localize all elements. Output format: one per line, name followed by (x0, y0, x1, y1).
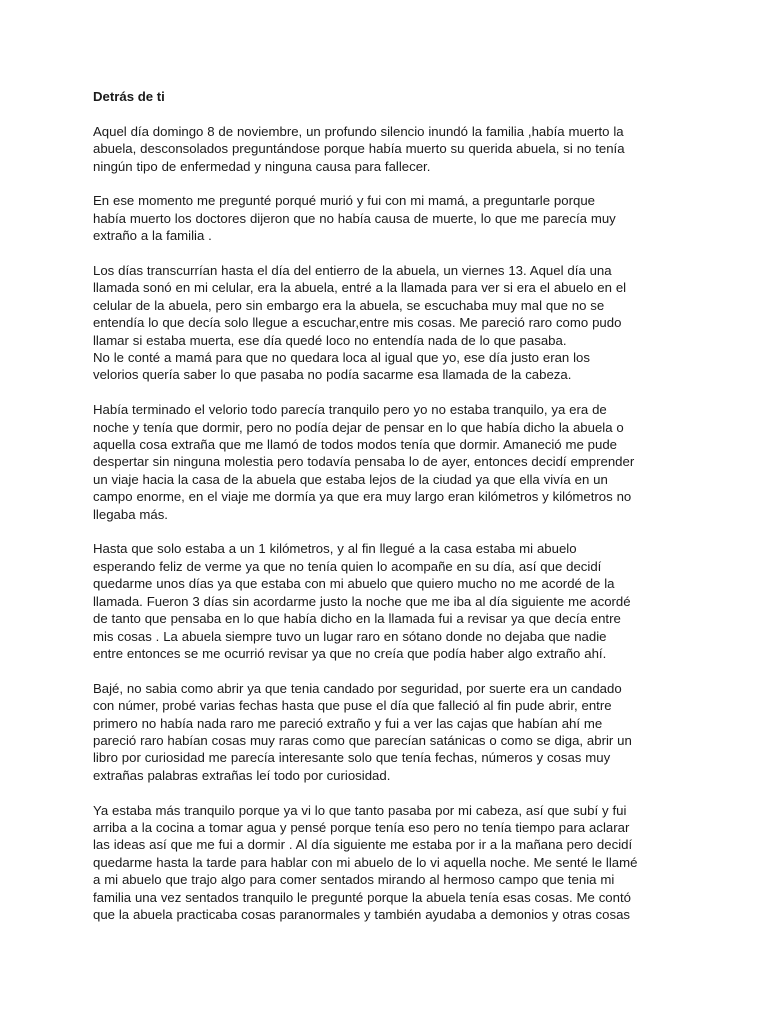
paragraph-6: Bajé, no sabia como abrir ya que tenia candado por seguridad, por suerte era un candado con númer, probé varias fechas hasta que puse el día que falleció al fin pude abrir, entre primero no había nada raro me pareció extraño y fui a ver las cajas que habían ahí me pareció raro habían cosas muy raras como que parecían satánicas o como se diga, abrir un libro por curiosidad me parecía interesante solo que tenía fechas, números y cosas muy extrañas palabras extrañas leí todo por curiosidad. (93, 680, 632, 783)
paragraph-5: Hasta que solo estaba a un 1 kilómetros, y al fin llegué a la casa estaba mi abuelo esperando feliz de verme ya que no tenía quien lo acompañe en su día, así que decidí quedarme unos días ya que estaba con mi abuelo que quiero mucho no me acordé de la llamada. Fueron 3 días sin acordarme justo la noche que me iba al día siguiente me acordé de tanto que pensaba en lo que había dicho en la llamada fui a revisar ya que decía entre mis cosas . La abuela siempre tuvo un lugar raro en sótano donde no dejaba que nadie entre entonces se me ocurrió revisar ya que no creía que podía haber algo extraño ahí. (93, 541, 631, 661)
paragraph-1: Aquel día domingo 8 de noviembre, un profundo silencio inundó la familia ,había muerto la abuela, desconsolados preguntándose porque había muerto su querida abuela, si no tenía ningún tipo de enfermedad y ninguna causa para fallecer. (93, 123, 625, 174)
paragraph-7: Ya estaba más tranquilo porque ya vi lo que tanto pasaba por mi cabeza, así que subí y fui arriba a la cocina a tomar agua y pensé porque tenía eso pero no tenía tiempo para aclarar las ideas así que me fui a dormir . Al día siguiente me estaba por ir a la mañana pero decidí quedarme hasta la tarde para hablar con mi abuelo de lo vi aquella noche. Me senté le llamé a mi abuelo que trajo algo para comer sentados mirando al hermoso campo que tenia mi familia una vez sentados tranquilo le pregunté porque la abuela tenía esas cosas. Me contó que la abuela practicaba cosas paranormales y también ayudaba a demonios y otras cosas (93, 802, 638, 922)
paragraph-4: Había terminado el velorio todo parecía tranquilo pero yo no estaba tranquilo, ya era de noche y tenía que dormir, pero no podía dejar de pensar en lo que había dicho la abuela o aquella cosa extraña que me llamó de todos modos tenía que dormir. Amaneció me pude despertar sin ninguna molestia pero todavía pensaba lo de ayer, entonces decidí emprender un viaje hacia la casa de la abuela que estaba lejos de la ciudad ya que ella vivía en un campo enorme, en el viaje me dormía ya que era muy largo eran kilómetros y kilómetros no llegaba más. (93, 402, 635, 522)
paragraph-3: Los días transcurrían hasta el día del entierro de la abuela, un viernes 13. Aquel día una llamada sonó en mi celular, era la abuela, entré a la llamada para ver si era el abuelo en el celular de la abuela, pero sin embargo era la abuela, se escuchaba muy mal que no se entendía lo que decía solo llegue a escuchar,entre mis cosas. Me pareció raro como pudo llamar si estaba muerta, ese día quedé loco no entendía nada de lo que pasaba. No le conté a mamá para que no quedara loca al igual que yo, ese día justo eran los velorios quería saber lo que pasaba no podía sacarme esa llamada de la cabeza. (93, 263, 627, 383)
paragraph-2: En ese momento me pregunté porqué murió y fui con mi mamá, a preguntarle porque había muerto los doctores dijeron que no había causa de muerte, lo que me parecía muy extraño a la familia . (93, 193, 616, 244)
document-page (93, 88, 673, 941)
document-title: Detrás de ti (93, 89, 165, 104)
